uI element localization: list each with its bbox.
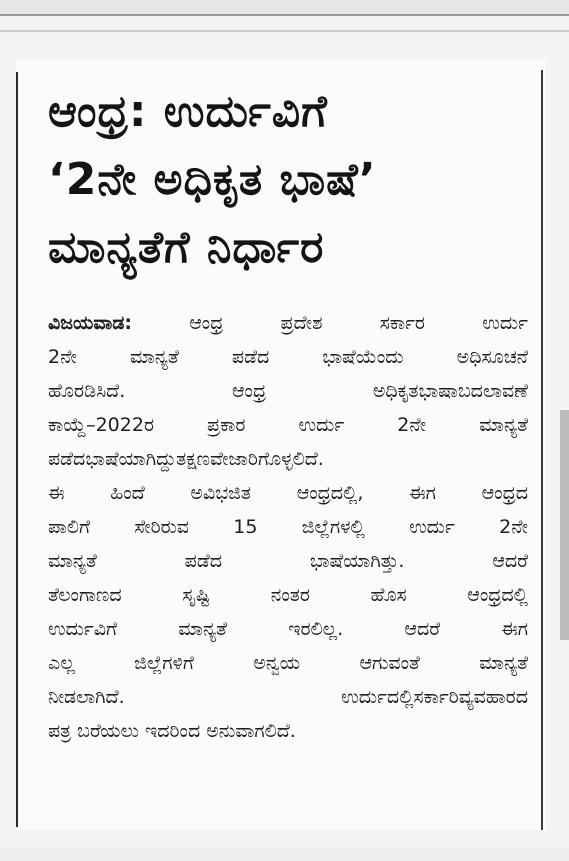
article-line: 2ನೇ ಮಾನ್ಯತೆ ಪಡೆದ ಭಾಷೆಯೆಂದು ಅಧಿಸೂಚನೆ [48,346,528,368]
clipping-left-border [16,72,18,827]
adjacent-page-edge [560,410,569,640]
clipping-right-border [541,70,543,830]
headline-line-1: ಆಂಧ್ರ: ಉರ್ದುವಿಗೆ [48,86,328,137]
article-line: ಪಾಲಿಗೆ ಸೇರಿರುವ 15 ಜಿಲ್ಲೆಗಳಲ್ಲಿ ಉರ್ದು 2ನೇ [48,516,528,538]
article-line-1-text: ಆಂಧ್ರ ಪ್ರದೇಶ ಸರ್ಕಾರ ಉರ್ದು [131,312,528,334]
article-line: ಕಾಯ್ದೆ–2022ರ ಪ್ರಕಾರ ಉರ್ದು 2ನೇ ಮಾನ್ಯತೆ [48,414,528,436]
article-line: ಹೊರಡಿಸಿದೆ. ಆಂಧ್ರ ಅಧಿಕೃತಭಾಷಾಬದಲಾವಣೆ [48,380,528,402]
article-body [48,306,528,748]
article-line: ನೀಡಲಾಗಿದೆ. ಉರ್ದುದಲ್ಲಿಸರ್ಕಾರಿವ್ಯವಹಾರದ [48,686,528,708]
article-line: ಉರ್ದುವಿಗೆ ಮಾನ್ಯತೆ ಇರಲಿಲ್ಲ. ಆದರೆ ಈಗ [48,618,528,640]
article-line: ಮಾನ್ಯತೆ ಪಡೆದ ಭಾಷೆಯಾಗಿತ್ತು. ಆದರೆ [48,550,528,572]
article-last-line: ಪತ್ರ ಬರೆಯಲು ಇದರಿಂದ ಅನುವಾಗಲಿದೆ. [48,720,296,742]
top-divider [0,14,569,16]
top-divider-secondary [0,30,569,32]
headline-line-2: ‘2ನೇ ಅಧಿಕೃತ ಭಾಷೆ’ [48,154,377,205]
article-line: ಈ ಹಿಂದೆ ಅವಿಭಜಿತ ಆಂಧ್ರದಲ್ಲಿ, ಈಗ ಆಂಧ್ರದ [48,482,528,504]
article-line: ಪಡೆದಭಾಷೆಯಾಗಿದ್ದುತಕ್ಷಣವೇಜಾರಿಗೊಳ್ಳಲಿದೆ. [48,448,324,470]
article-line: ಎಲ್ಲ ಜಿಲ್ಲೆಗಳಿಗೆ ಅನ್ವಯ ಆಗುವಂತೆ ಮಾನ್ಯತೆ [48,652,528,674]
article-line-1 [48,306,528,340]
headline [48,78,533,282]
top-strip [0,0,569,14]
dateline: ವಿಜಯವಾಡ: [48,312,132,334]
article-line: ತೆಲಂಗಾಣದ ಸೃಷ್ಟಿ ನಂತರ ಹೊಸ ಆಂಧ್ರದಲ್ಲಿ [48,584,528,606]
headline-line-3: ಮಾನ್ಯತೆಗೆ ನಿರ್ಧಾರ [48,222,325,273]
bottom-strip [0,848,569,861]
